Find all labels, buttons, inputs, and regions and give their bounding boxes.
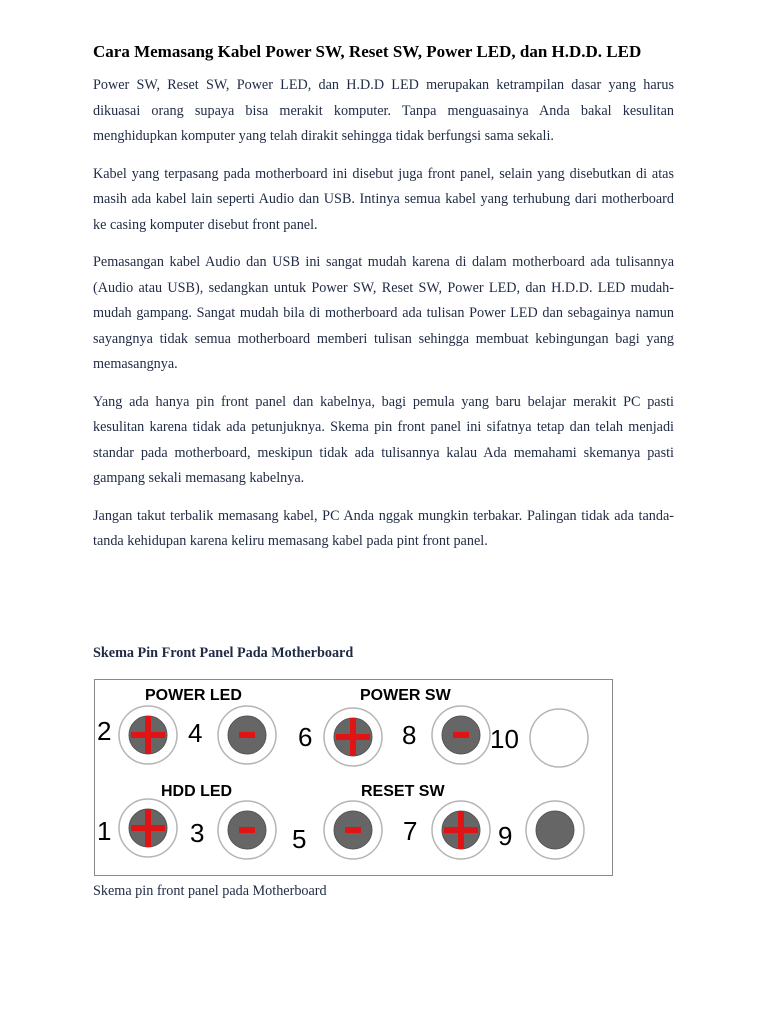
paragraph-3: Pemasangan kabel Audio dan USB ini sangat mudah karena di dalam motherboard ada tulisannya (Audio atau USB), sedangkan untuk Power SW, Reset SW, Power LED, dan H.D.D. LED mudah-mudah gampang. Sangat mudah bila di motherboard ada tulisan Power LED dan sebagainya namun sayangnya tidak semua motherboard memberi tulisan sehingga membuat kebingungan bagi yang memasangnya.: [93, 254, 674, 372]
minus-icon: [239, 827, 255, 833]
label-reset-sw: RESET SW: [361, 783, 445, 800]
pin-4: [188, 706, 276, 764]
pin-9: [498, 801, 584, 859]
label-power-sw: POWER SW: [360, 687, 451, 704]
front-panel-pin-diagram: [94, 679, 613, 876]
pin-1: [97, 799, 177, 857]
minus-icon: [453, 732, 469, 738]
minus-icon: [345, 827, 361, 833]
document-body: [93, 38, 674, 567]
figure-caption: Skema pin front panel pada Motherboard: [93, 883, 327, 899]
pin-number-6: 6: [298, 722, 313, 752]
pin-6: [298, 708, 382, 766]
paragraph-1: Power SW, Reset SW, Power LED, dan H.D.D LED merupakan ketrampilan dasar yang harus dikuasai orang supaya bisa merakit komputer. Tanpa menguasainya Anda bakal kesulitan menghidupkan komputer yang telah dirakit sehingga tidak berfungsi sama sekali.: [93, 77, 674, 144]
paragraph-4: Yang ada hanya pin front panel dan kabelnya, bagi pemula yang baru belajar merakit PC pasti kesulitan karena tidak ada petunjuknya. Skema pin front panel ini sifatnya tetap dan telah menjadi standar pada motherboard, meskipun tidak ada tulisannya kalau Ada memahami skemanya pasti gampang sekali memasang kabelnya.: [93, 393, 674, 486]
paragraph-5: Jangan takut terbalik memasang kabel, PC Anda nggak mungkin terbakar. Palingan tidak ada tanda-tanda kehidupan karena keliru memasang kabel pada pint front panel.: [93, 507, 674, 549]
pin-number-3: 3: [190, 818, 205, 848]
document-title: Cara Memasang Kabel Power SW, Reset SW, Power LED, dan H.D.D. LED: [93, 42, 642, 61]
pin-2: [97, 706, 177, 764]
pin-9-contact: [536, 811, 574, 849]
pin-10: [490, 709, 588, 767]
pin-number-2: 2: [97, 716, 112, 746]
plus-icon-vertical: [458, 811, 464, 849]
pin-10-ring: [530, 709, 588, 767]
pin-3: [190, 801, 276, 859]
plus-icon-vertical: [145, 716, 151, 754]
plus-icon-vertical: [145, 809, 151, 847]
pin-number-8: 8: [402, 720, 417, 750]
label-power-led: POWER LED: [145, 687, 242, 704]
pin-8: [402, 706, 490, 764]
pin-number-5: 5: [292, 824, 307, 854]
plus-icon-vertical: [350, 718, 356, 756]
pin-number-10: 10: [490, 724, 519, 754]
pin-number-9: 9: [498, 821, 513, 851]
minus-icon: [239, 732, 255, 738]
section-heading: Skema Pin Front Panel Pada Motherboard: [93, 645, 354, 661]
pin-diagram-svg: [95, 680, 612, 875]
paragraph-2: Kabel yang terpasang pada motherboard ini disebut juga front panel, selain yang disebutkan di atas masih ada kabel lain seperti Audio dan USB. Intinya semua kabel yang terhubung dari motherboard ke casing komputer disebut front panel.: [93, 165, 674, 233]
pin-number-4: 4: [188, 718, 203, 748]
pin-number-1: 1: [97, 816, 112, 846]
pin-7: [403, 801, 490, 859]
label-hdd-led: HDD LED: [161, 783, 233, 800]
pin-number-7: 7: [403, 816, 418, 846]
pin-5: [292, 801, 382, 859]
